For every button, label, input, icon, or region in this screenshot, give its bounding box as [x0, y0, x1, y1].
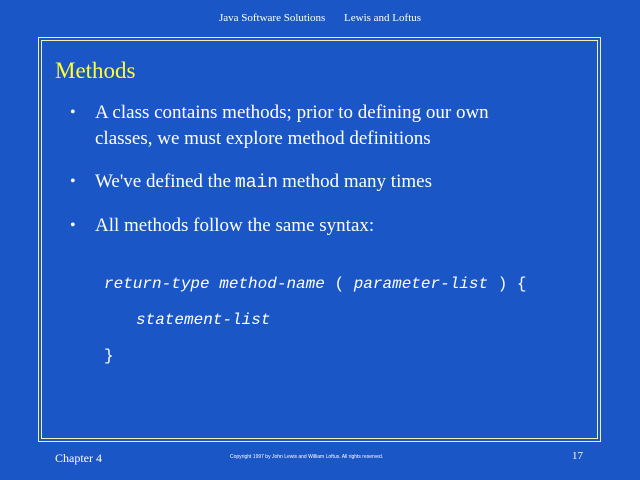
- slide-title: Methods: [55, 58, 136, 83]
- bullet-text-after: method many times: [282, 171, 432, 192]
- syntax-return-type: return-type: [104, 275, 210, 293]
- syntax-parameter-list: parameter-list: [353, 275, 489, 293]
- code-main-keyword: main: [234, 173, 279, 193]
- syntax-close-brace-char: }: [104, 347, 114, 365]
- bullet-text: [95, 169, 565, 196]
- bullet-item-2: [70, 169, 570, 195]
- bullet-text-line: A class contains methods; prior to defining our own: [95, 102, 489, 123]
- bullet-item-3: [70, 213, 570, 239]
- book-authors: Lewis and Loftus: [344, 12, 422, 24]
- syntax-method-name: method-name: [219, 275, 325, 293]
- bullet-symbol: •: [70, 217, 76, 234]
- syntax-statement-list: statement-list: [136, 311, 271, 329]
- footer-chapter: Chapter 4: [55, 451, 102, 465]
- syntax-line-signature: [104, 274, 527, 294]
- syntax-close-brace: [104, 346, 114, 366]
- bullet-text: All methods follow the same syntax:: [95, 215, 375, 236]
- bullet-symbol: •: [70, 173, 76, 190]
- slide-header: [0, 11, 640, 25]
- bullet-symbol: •: [70, 104, 76, 121]
- footer-page-number: 17: [572, 450, 583, 462]
- bullet-text-line: classes, we must explore method definitions: [95, 128, 431, 149]
- syntax-close-paren-brace: ) {: [497, 275, 527, 293]
- syntax-open-paren: (: [334, 275, 345, 293]
- bullet-text: [95, 100, 565, 152]
- bullet-item-1: [70, 100, 570, 152]
- book-title: Java Software Solutions: [218, 12, 326, 24]
- footer-copyright: Copyright 1997 by John Lewis and William Loftus. All rights reserved.: [230, 454, 384, 460]
- bullet-text-before: We've defined the: [95, 171, 231, 192]
